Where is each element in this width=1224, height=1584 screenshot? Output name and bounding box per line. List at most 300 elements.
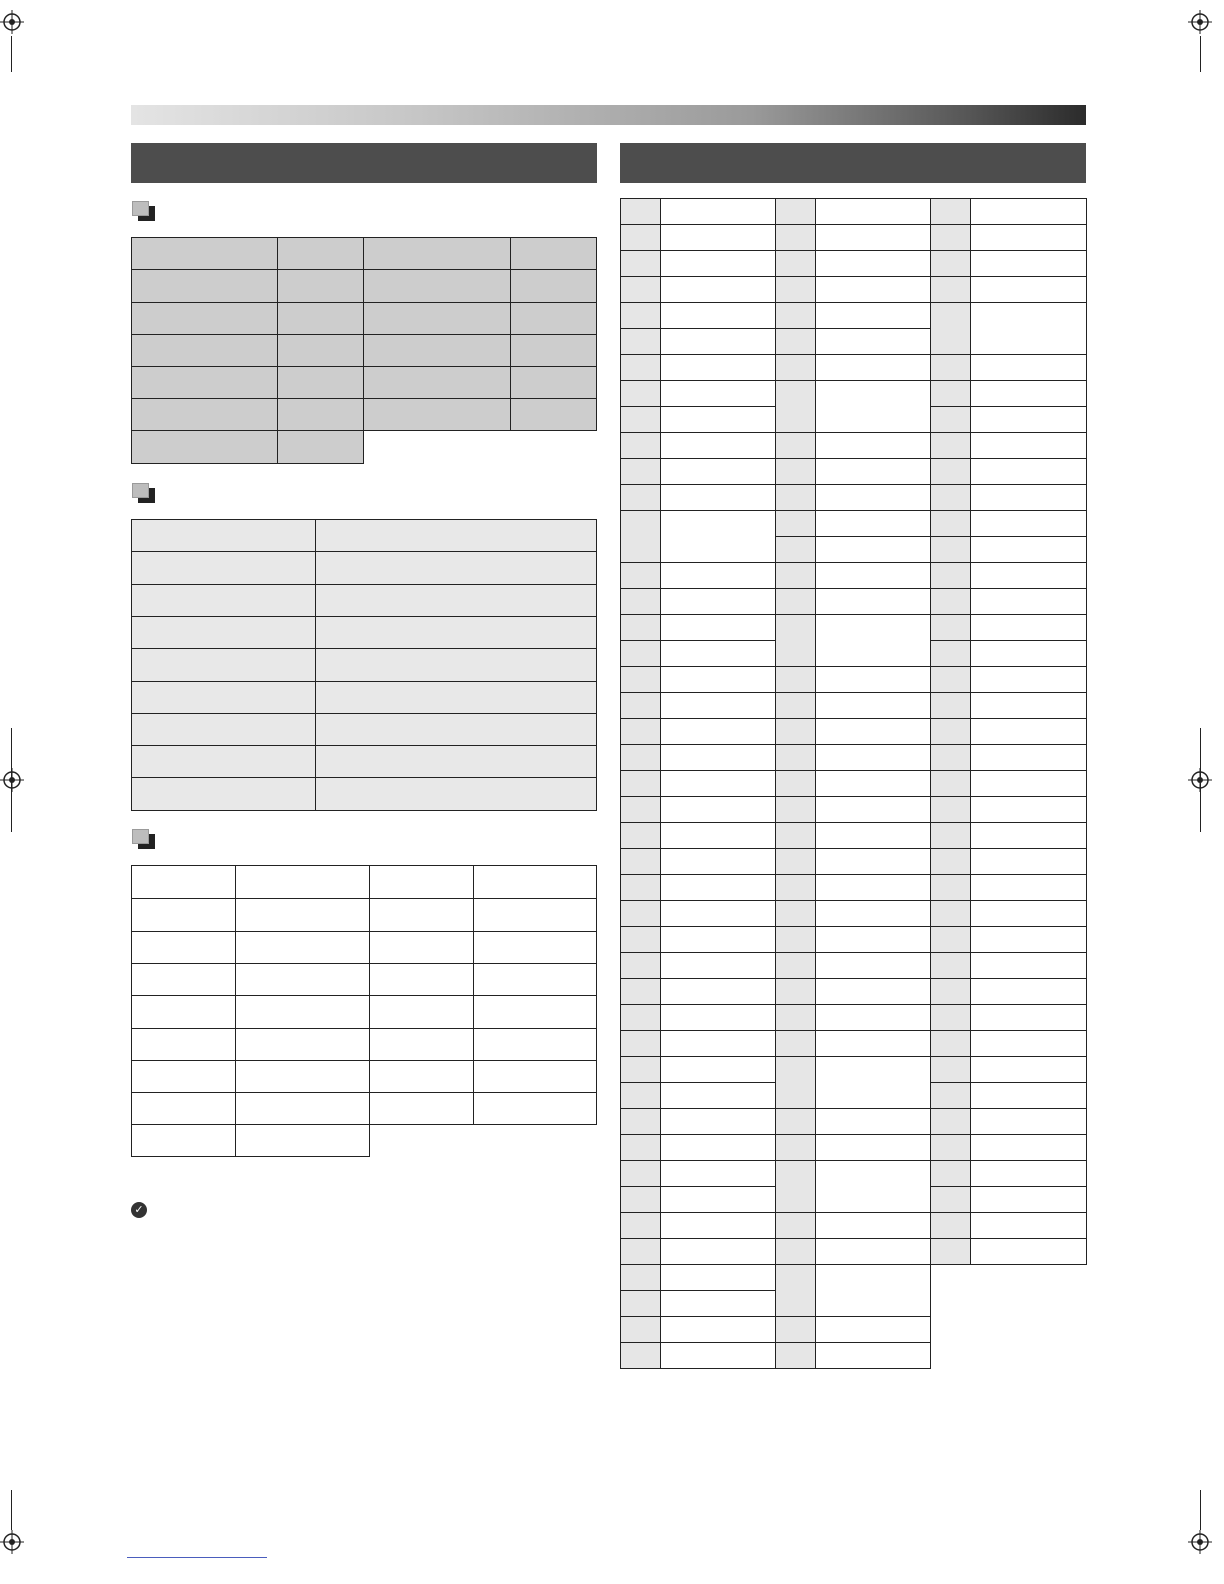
table-cell	[316, 552, 597, 585]
table-cell	[474, 1061, 597, 1093]
code-value-cell	[661, 641, 776, 667]
code-value-cell	[661, 823, 776, 849]
table-row	[621, 1135, 1087, 1161]
code-key-cell	[621, 1135, 661, 1161]
table-cell	[474, 899, 597, 932]
table-cell	[278, 335, 364, 367]
table-row	[132, 996, 597, 1029]
code-value-cell	[661, 719, 776, 745]
table-cell	[132, 1125, 236, 1157]
code-key-cell	[931, 511, 971, 537]
table-cell	[316, 520, 597, 552]
code-key-cell	[621, 927, 661, 953]
table-cell	[236, 996, 370, 1029]
code-value-cell	[816, 667, 931, 693]
table-row	[621, 225, 1087, 251]
table-cell	[370, 996, 474, 1029]
code-key-cell	[621, 1291, 661, 1317]
table-row	[132, 552, 597, 585]
code-key-cell	[931, 355, 971, 381]
code-key-cell	[621, 1239, 661, 1265]
code-key-cell	[931, 641, 971, 667]
table-cell-empty	[931, 1265, 1087, 1369]
code-value-cell	[661, 875, 776, 901]
code-key-cell	[776, 1005, 816, 1031]
code-key-cell	[776, 693, 816, 719]
code-key-cell	[931, 745, 971, 771]
table-cell	[364, 367, 511, 399]
table-cell	[370, 1093, 474, 1125]
table-cell	[236, 866, 370, 899]
code-key-cell	[621, 719, 661, 745]
code-key-cell	[776, 251, 816, 277]
table-cell	[132, 552, 316, 585]
table-cell	[370, 932, 474, 964]
code-value-cell	[816, 1343, 931, 1369]
table-cell	[236, 964, 370, 996]
code-key-cell	[621, 485, 661, 511]
code-key-cell	[621, 823, 661, 849]
code-key-cell	[931, 1239, 971, 1265]
code-key-cell	[621, 277, 661, 303]
code-value-cell	[971, 901, 1087, 927]
code-value-cell	[816, 797, 931, 823]
code-key-cell	[931, 1213, 971, 1239]
code-key-cell	[776, 1057, 816, 1109]
code-key-cell	[621, 693, 661, 719]
code-value-cell	[971, 693, 1087, 719]
code-key-cell	[776, 901, 816, 927]
code-key-cell	[621, 251, 661, 277]
table-cell	[132, 649, 316, 682]
code-value-cell	[971, 1213, 1087, 1239]
code-key-cell	[621, 615, 661, 641]
table-cell	[132, 714, 316, 746]
code-value-cell	[661, 589, 776, 615]
code-value-cell	[816, 1031, 931, 1057]
code-key-cell	[621, 667, 661, 693]
table-row	[621, 1265, 1087, 1291]
code-value-cell	[816, 953, 931, 979]
code-value-cell	[816, 979, 931, 1005]
code-value-cell	[661, 381, 776, 407]
table-row	[132, 1093, 597, 1125]
table-cell	[132, 899, 236, 932]
registration-mark-icon	[0, 1530, 24, 1554]
table-row	[132, 1029, 597, 1061]
table-row	[621, 563, 1087, 589]
code-key-cell	[621, 979, 661, 1005]
table-row	[621, 745, 1087, 771]
table-cell	[132, 996, 236, 1029]
code-value-cell	[661, 1265, 776, 1291]
code-value-cell	[971, 511, 1087, 537]
code-value-cell	[816, 849, 931, 875]
code-key-cell	[776, 797, 816, 823]
code-key-cell	[621, 1005, 661, 1031]
code-key-cell	[931, 589, 971, 615]
table-row	[132, 649, 597, 682]
table-cell	[511, 399, 597, 431]
table-row	[621, 589, 1087, 615]
table-cell	[370, 1061, 474, 1093]
table-row	[621, 199, 1087, 225]
code-key-cell	[621, 1109, 661, 1135]
table-cell	[316, 617, 597, 649]
code-value-cell	[971, 927, 1087, 953]
code-key-cell	[931, 875, 971, 901]
code-key-cell	[776, 225, 816, 251]
table-cell	[132, 431, 278, 464]
code-value-cell	[816, 1135, 931, 1161]
code-value-cell	[816, 1239, 931, 1265]
table-row	[132, 778, 597, 811]
table-cell	[132, 746, 316, 778]
registration-mark-icon	[0, 10, 24, 34]
code-key-cell	[776, 979, 816, 1005]
code-value-cell	[661, 329, 776, 355]
code-value-cell	[816, 303, 931, 329]
code-value-cell	[816, 251, 931, 277]
code-key-cell	[776, 927, 816, 953]
table-row	[621, 485, 1087, 511]
table-row	[621, 1239, 1087, 1265]
table-row	[621, 797, 1087, 823]
table-row	[621, 1057, 1087, 1083]
code-value-cell	[661, 485, 776, 511]
code-value-cell	[661, 1317, 776, 1343]
code-key-cell	[776, 1109, 816, 1135]
code-key-cell	[776, 771, 816, 797]
code-value-cell	[971, 745, 1087, 771]
code-key-cell	[931, 1005, 971, 1031]
code-value-cell	[816, 563, 931, 589]
table-row	[621, 1109, 1087, 1135]
code-key-cell	[931, 1161, 971, 1187]
code-value-cell	[816, 537, 931, 563]
code-value-cell	[971, 1161, 1087, 1187]
table-row	[621, 901, 1087, 927]
code-key-cell	[931, 1031, 971, 1057]
code-key-cell	[931, 771, 971, 797]
table-row	[132, 303, 597, 335]
code-value-cell	[816, 771, 931, 797]
code-value-cell	[971, 485, 1087, 511]
table-cell	[316, 649, 597, 682]
table-row	[132, 1125, 597, 1157]
code-value-cell	[971, 849, 1087, 875]
code-key-cell	[931, 381, 971, 407]
code-key-cell	[621, 1031, 661, 1057]
table-cell	[132, 585, 316, 617]
code-key-cell	[931, 537, 971, 563]
code-value-cell	[661, 797, 776, 823]
code-value-cell	[661, 511, 776, 563]
table-cell	[132, 778, 316, 811]
code-key-cell	[776, 1031, 816, 1057]
code-key-cell	[776, 485, 816, 511]
code-value-cell	[971, 719, 1087, 745]
code-key-cell	[776, 381, 816, 433]
code-key-cell	[776, 199, 816, 225]
table-row	[621, 667, 1087, 693]
code-value-cell	[816, 1265, 931, 1317]
table-cell	[132, 682, 316, 714]
table-row	[621, 927, 1087, 953]
code-value-cell	[816, 329, 931, 355]
code-key-cell	[776, 1317, 816, 1343]
code-value-cell	[661, 407, 776, 433]
code-key-cell	[776, 511, 816, 537]
table-cell	[474, 932, 597, 964]
code-value-cell	[661, 745, 776, 771]
table-cell	[370, 899, 474, 932]
code-value-cell	[971, 381, 1087, 407]
table-cell	[132, 520, 316, 552]
code-value-cell	[816, 1317, 931, 1343]
table-cell	[132, 617, 316, 649]
code-key-cell	[621, 641, 661, 667]
code-value-cell	[816, 719, 931, 745]
table-cell	[474, 964, 597, 996]
table-cell	[132, 238, 278, 270]
code-key-cell	[776, 329, 816, 355]
code-key-cell	[776, 1343, 816, 1369]
code-key-cell	[931, 303, 971, 355]
table-row	[621, 875, 1087, 901]
settings-table-1	[131, 237, 597, 464]
code-value-cell	[971, 433, 1087, 459]
code-key-cell	[621, 303, 661, 329]
code-value-cell	[971, 1109, 1087, 1135]
right-section-header	[620, 143, 1086, 183]
code-value-cell	[971, 407, 1087, 433]
table-cell	[132, 399, 278, 431]
table-cell	[364, 335, 511, 367]
code-value-cell	[661, 1239, 776, 1265]
code-key-cell	[776, 875, 816, 901]
table-row	[621, 459, 1087, 485]
table-row	[132, 682, 597, 714]
table-cell	[132, 335, 278, 367]
code-value-cell	[816, 693, 931, 719]
code-value-cell	[661, 927, 776, 953]
code-value-cell	[816, 459, 931, 485]
table-row	[132, 964, 597, 996]
code-value-cell	[971, 1031, 1087, 1057]
code-key-cell	[931, 225, 971, 251]
code-value-cell	[816, 927, 931, 953]
code-value-cell	[971, 797, 1087, 823]
table-cell	[132, 1061, 236, 1093]
code-key-cell	[931, 277, 971, 303]
code-value-cell	[661, 433, 776, 459]
code-value-cell	[971, 615, 1087, 641]
table-cell	[278, 431, 364, 464]
code-key-cell	[776, 537, 816, 563]
code-key-cell	[931, 1187, 971, 1213]
code-key-cell	[776, 1213, 816, 1239]
code-key-cell	[931, 615, 971, 641]
code-value-cell	[971, 563, 1087, 589]
code-key-cell	[931, 199, 971, 225]
code-value-cell	[661, 1343, 776, 1369]
code-key-cell	[621, 1057, 661, 1083]
code-key-cell	[776, 563, 816, 589]
code-value-cell	[816, 485, 931, 511]
code-value-cell	[816, 381, 931, 433]
table-cell	[364, 238, 511, 270]
code-key-cell	[621, 849, 661, 875]
table-row	[132, 746, 597, 778]
code-key-cell	[621, 563, 661, 589]
code-value-cell	[661, 563, 776, 589]
code-key-cell	[776, 1161, 816, 1213]
table-cell	[278, 270, 364, 303]
table-cell	[236, 899, 370, 932]
code-value-cell	[661, 199, 776, 225]
code-value-cell	[661, 953, 776, 979]
table-row	[621, 719, 1087, 745]
code-key-cell	[621, 459, 661, 485]
code-value-cell	[971, 953, 1087, 979]
code-value-cell	[661, 225, 776, 251]
table-row	[621, 511, 1087, 537]
table-cell	[370, 1029, 474, 1061]
code-value-cell	[816, 745, 931, 771]
code-key-cell	[931, 719, 971, 745]
table-row	[621, 849, 1087, 875]
table-cell	[236, 932, 370, 964]
code-value-cell	[661, 667, 776, 693]
square-bullet-icon	[132, 829, 156, 849]
code-key-cell	[931, 927, 971, 953]
code-value-cell	[816, 277, 931, 303]
code-value-cell	[816, 225, 931, 251]
table-row	[621, 823, 1087, 849]
code-value-cell	[816, 589, 931, 615]
table-cell	[132, 866, 236, 899]
code-value-cell	[816, 199, 931, 225]
code-key-cell	[776, 823, 816, 849]
code-value-cell	[971, 199, 1087, 225]
code-key-cell	[931, 667, 971, 693]
code-key-cell	[776, 277, 816, 303]
code-value-cell	[971, 537, 1087, 563]
code-key-cell	[621, 589, 661, 615]
table-cell	[511, 303, 597, 335]
code-key-cell	[776, 459, 816, 485]
code-value-cell	[661, 355, 776, 381]
table-cell	[132, 1029, 236, 1061]
check-circle-icon: ✓	[131, 1202, 147, 1218]
table-row	[621, 953, 1087, 979]
code-key-cell	[621, 355, 661, 381]
table-row	[621, 771, 1087, 797]
table-row	[621, 277, 1087, 303]
code-value-cell	[661, 615, 776, 641]
table-row	[621, 693, 1087, 719]
table-cell	[364, 270, 511, 303]
code-value-cell	[661, 1083, 776, 1109]
code-key-cell	[621, 381, 661, 407]
code-value-cell	[661, 1291, 776, 1317]
code-key-cell	[621, 1317, 661, 1343]
code-key-cell	[776, 303, 816, 329]
code-value-cell	[971, 1187, 1087, 1213]
code-key-cell	[931, 953, 971, 979]
settings-table-2	[131, 519, 597, 811]
code-key-cell	[931, 823, 971, 849]
code-key-cell	[621, 745, 661, 771]
table-cell	[511, 335, 597, 367]
code-value-cell	[971, 823, 1087, 849]
table-row	[132, 714, 597, 746]
code-value-cell	[816, 1161, 931, 1213]
code-value-cell	[661, 1031, 776, 1057]
table-cell	[511, 238, 597, 270]
code-key-cell	[621, 797, 661, 823]
code-key-cell	[621, 329, 661, 355]
code-key-cell	[776, 953, 816, 979]
table-cell-empty	[370, 1125, 597, 1157]
table-row	[621, 303, 1087, 329]
code-value-cell	[971, 1057, 1087, 1083]
code-value-cell	[816, 615, 931, 667]
table-row	[132, 1061, 597, 1093]
code-value-cell	[971, 875, 1087, 901]
code-key-cell	[931, 1109, 971, 1135]
code-key-cell	[931, 459, 971, 485]
code-value-cell	[661, 1135, 776, 1161]
code-value-cell	[971, 1239, 1087, 1265]
header-gradient-bar	[131, 105, 1086, 125]
code-value-cell	[816, 1213, 931, 1239]
code-key-cell	[776, 1265, 816, 1317]
table-cell	[511, 270, 597, 303]
table-row	[621, 1031, 1087, 1057]
table-cell	[316, 585, 597, 617]
code-key-cell	[931, 797, 971, 823]
code-value-cell	[971, 1135, 1087, 1161]
registration-mark-icon	[0, 768, 24, 792]
code-key-cell	[931, 1083, 971, 1109]
table-cell	[132, 367, 278, 399]
code-key-cell	[776, 615, 816, 667]
code-value-cell	[661, 251, 776, 277]
code-value-cell	[661, 771, 776, 797]
code-key-cell	[621, 1083, 661, 1109]
table-cell	[316, 778, 597, 811]
code-key-cell	[621, 1187, 661, 1213]
code-value-cell	[661, 901, 776, 927]
code-key-cell	[776, 667, 816, 693]
table-cell	[132, 964, 236, 996]
code-key-cell	[776, 355, 816, 381]
code-value-cell	[816, 875, 931, 901]
footer-rule	[127, 1557, 267, 1558]
code-value-cell	[971, 1005, 1087, 1031]
code-key-cell	[931, 433, 971, 459]
code-key-cell	[931, 485, 971, 511]
code-list-table	[620, 198, 1087, 1369]
code-value-cell	[971, 641, 1087, 667]
table-cell	[370, 866, 474, 899]
table-row	[621, 1005, 1087, 1031]
table-row	[132, 270, 597, 303]
table-cell	[364, 399, 511, 431]
table-cell	[278, 367, 364, 399]
